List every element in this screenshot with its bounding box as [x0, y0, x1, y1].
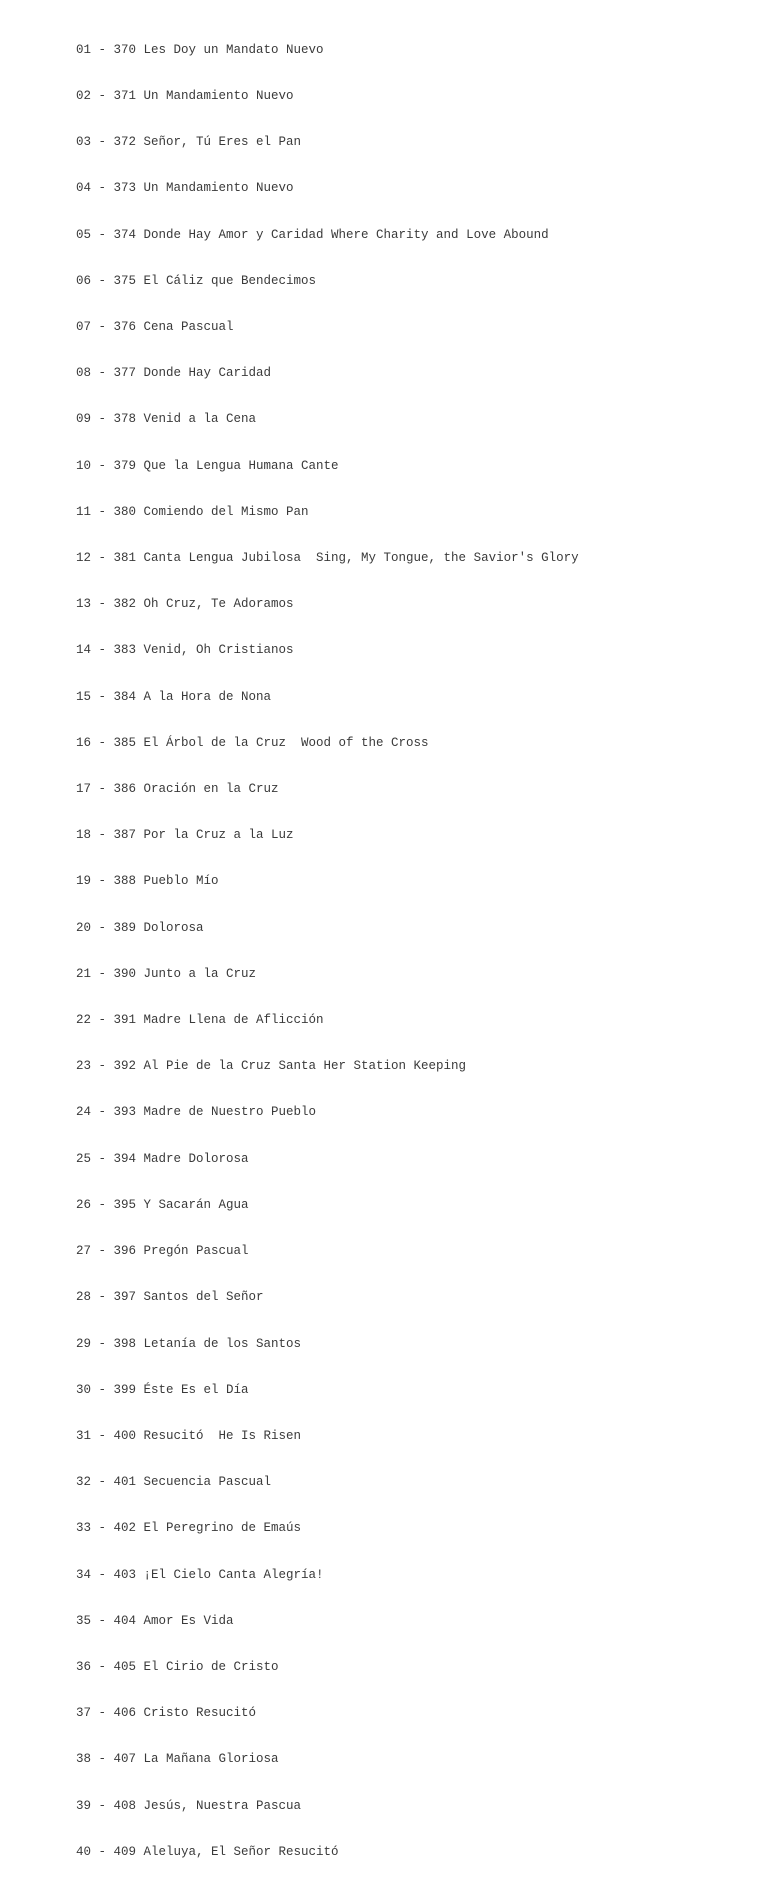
track-line: 04 - 373 Un Mandamiento Nuevo [76, 181, 294, 196]
track-line: 30 - 399 Éste Es el Día [76, 1382, 249, 1397]
track-line: 01 - 370 Les Doy un Mandato Nuevo [76, 42, 324, 57]
track-line: 38 - 407 La Mañana Gloriosa [76, 1752, 279, 1767]
track-line: 29 - 398 Letanía de los Santos [76, 1336, 302, 1351]
track-line: 16 - 385 El Árbol de la Cruz Wood of the Cross [76, 735, 429, 750]
track-line: 27 - 396 Pregón Pascual [76, 1244, 249, 1259]
track-line: 24 - 393 Madre de Nuestro Pueblo [76, 1105, 317, 1120]
track-line: 15 - 384 A la Hora de Nona [76, 689, 272, 704]
track-line: 09 - 378 Venid a la Cena [76, 412, 257, 427]
track-line: 05 - 374 Donde Hay Amor y Caridad Where Charity and Love Abound [76, 227, 549, 242]
track-line: 13 - 382 Oh Cruz, Te Adoramos [76, 597, 294, 612]
track-line: 32 - 401 Secuencia Pascual [76, 1475, 272, 1490]
track-line: 34 - 403 ¡El Cielo Canta Alegría! [76, 1567, 324, 1582]
track-line: 23 - 392 Al Pie de la Cruz Santa Her Station Keeping [76, 1059, 467, 1074]
track-line: 03 - 372 Señor, Tú Eres el Pan [76, 135, 302, 150]
track-line: 37 - 406 Cristo Resucitó [76, 1706, 257, 1721]
track-line: 20 - 389 Dolorosa [76, 920, 204, 935]
track-list [76, 12, 579, 1891]
track-line: 17 - 386 Oración en la Cruz [76, 782, 279, 797]
track-line: 21 - 390 Junto a la Cruz [76, 966, 257, 981]
track-line: 25 - 394 Madre Dolorosa [76, 1151, 249, 1166]
track-line: 19 - 388 Pueblo Mío [76, 874, 219, 889]
track-line: 06 - 375 El Cáliz que Bendecimos [76, 273, 317, 288]
track-line: 14 - 383 Venid, Oh Cristianos [76, 643, 294, 658]
track-line: 12 - 381 Canta Lengua Jubilosa Sing, My Tongue, the Savior's Glory [76, 551, 579, 566]
track-line: 40 - 409 Aleluya, El Señor Resucitó [76, 1844, 339, 1859]
track-line: 18 - 387 Por la Cruz a la Luz [76, 828, 294, 843]
track-line: 39 - 408 Jesús, Nuestra Pascua [76, 1798, 302, 1813]
track-line: 33 - 402 El Peregrino de Emaús [76, 1521, 302, 1536]
track-line: 36 - 405 El Cirio de Cristo [76, 1659, 279, 1674]
track-line: 10 - 379 Que la Lengua Humana Cante [76, 458, 339, 473]
track-line: 02 - 371 Un Mandamiento Nuevo [76, 89, 294, 104]
track-line: 22 - 391 Madre Llena de Aflicción [76, 1013, 324, 1028]
track-line: 08 - 377 Donde Hay Caridad [76, 366, 272, 381]
track-line: 31 - 400 Resucitó He Is Risen [76, 1428, 302, 1443]
track-line: 26 - 395 Y Sacarán Agua [76, 1197, 249, 1212]
track-line: 28 - 397 Santos del Señor [76, 1290, 264, 1305]
track-line: 07 - 376 Cena Pascual [76, 320, 234, 335]
track-line: 11 - 380 Comiendo del Mismo Pan [76, 504, 309, 519]
track-line: 35 - 404 Amor Es Vida [76, 1613, 234, 1628]
